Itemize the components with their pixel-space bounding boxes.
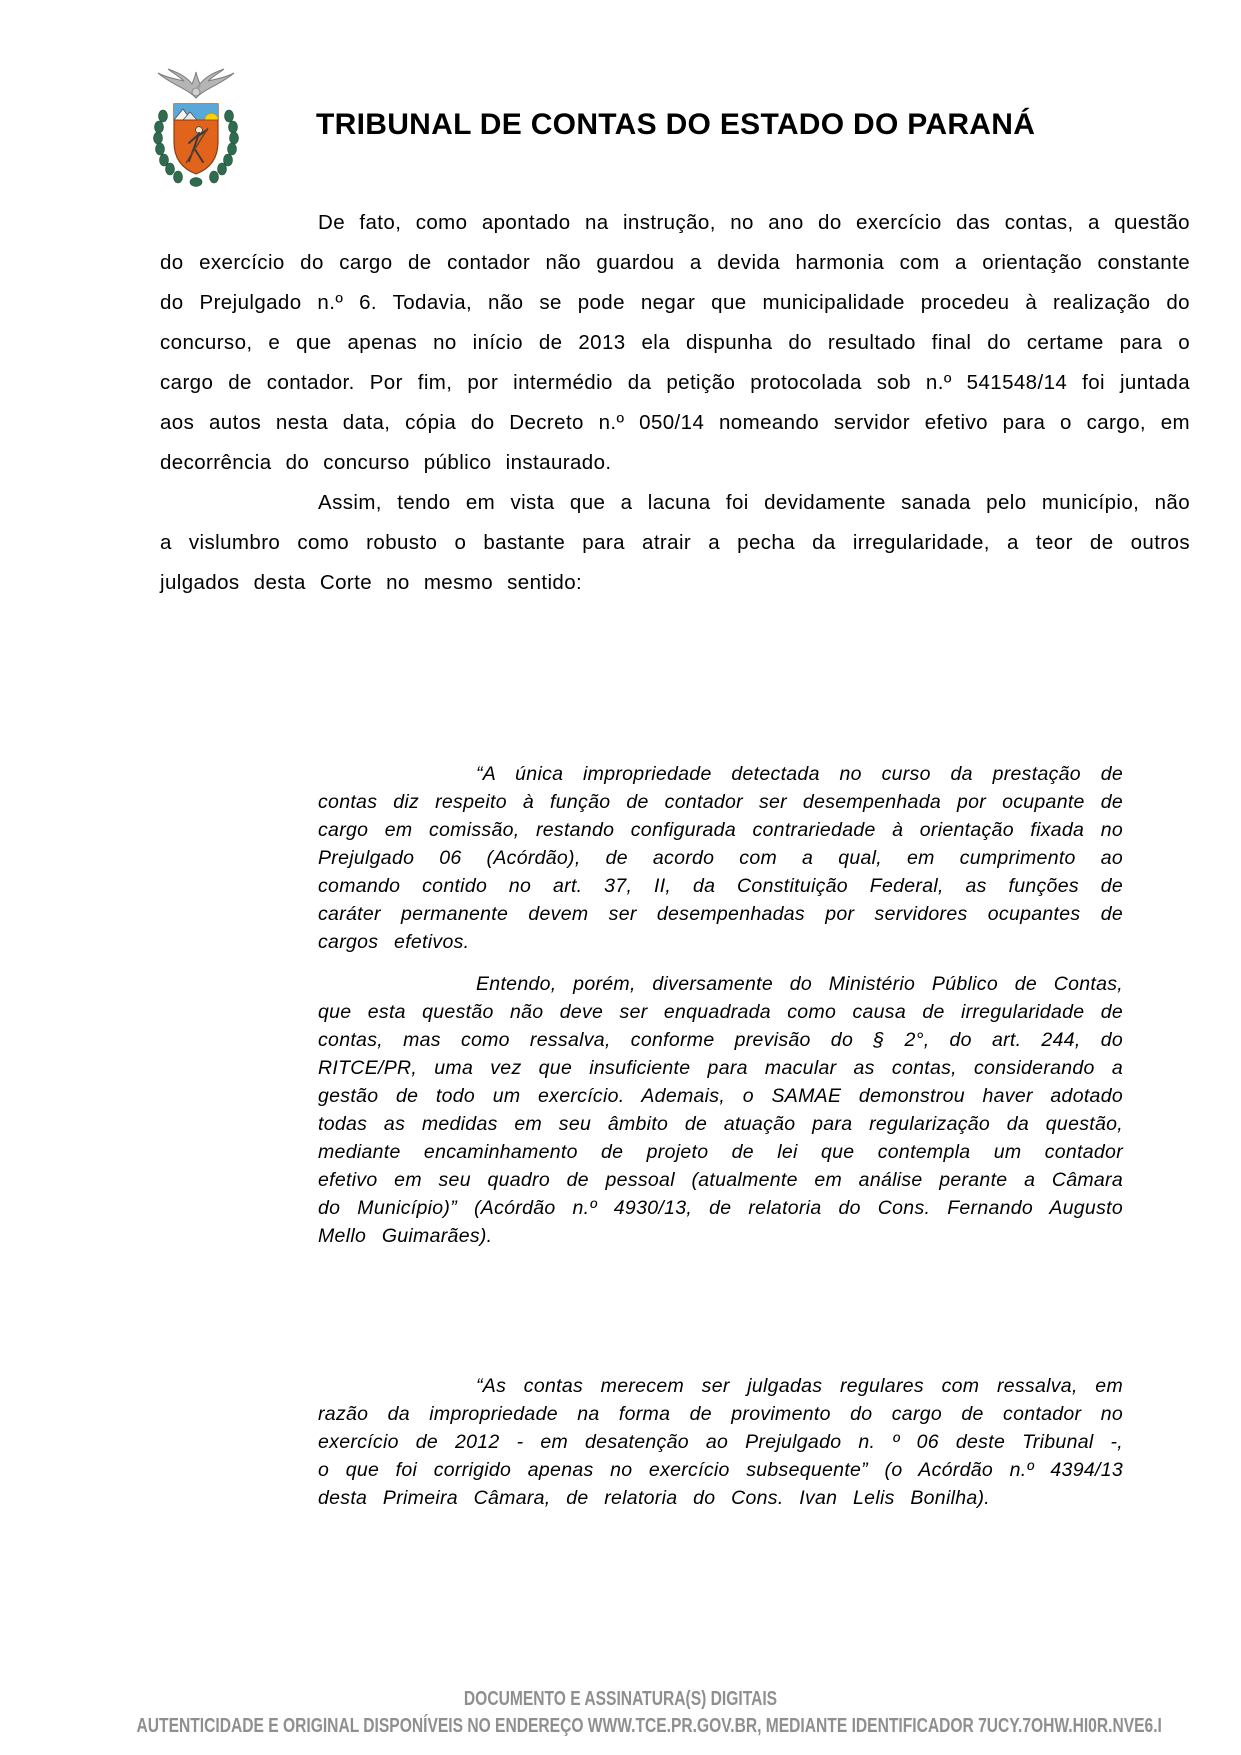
paragraph: De fato, como apontado na instrução, no ano do exercício das contas, a questão do exercício do cargo de contador não guardou a devida harmonia com a orientação constante do Prejulgado n.º 6. Todavia, não se pode negar que municipalidade procedeu à realização do concurso, e que apenas no início de 2013 ela dispunha do resultado final do certame para o cargo de contador. Por fim, por intermédio da petição protocolada sob n.º 541548/14 foi juntada aos autos nesta data, cópia do Decreto n.º 050/14 nomeando servidor efetivo para o cargo, em decorrência do concurso público instaurado. (160, 211, 1190, 474)
quote-paragraph: “A única impropriedade detectada no curso da prestação de contas diz respeito à função de contador ser desempenhada por ocupante de cargo em comissão, restando configurada contrariedade à orientação fixada no Prejulgado 06 (Acórdão), de acordo com a qual, em cumprimento ao comando contido no art. 37, II, da Constituição Federal, as funções de caráter permanente devem ser desempenhadas por servidores ocupantes de cargos efetivos. (318, 763, 1123, 953)
footer-authenticity-note: AUTENTICIDADE E ORIGINAL DISPONÍVEIS NO ENDEREÇO WWW.TCE.PR.GOV.BR, MEDIANTE IDENTIFICADOR 7UCY.7OHW.HI0R.NVE6.I (136, 1715, 1162, 1737)
crest-svg (150, 68, 242, 190)
blockquote-acordao-4930-13 (318, 760, 1123, 1264)
quote-paragraph: Entendo, porém, diversamente do Ministério Público de Contas, que esta questão não deve ser enquadrada como causa de irregularidade de contas, mas como ressalva, conforme previsão do § 2°, do art. 244, do RITCE/PR, uma vez que insuficiente para macular as contas, considerando a gestão de todo um exercício. Ademais, o SAMAE demonstrou haver adotado todas as medidas em seu âmbito de atuação para regularização da questão, mediante encaminhamento de projeto de lei que contempla um contador efetivo em seu quadro de pessoal (atualmente em análise perante a Câmara do Município)” (Acórdão n.º 4930/13, de relatoria do Cons. Fernando Augusto Mello Guimarães). (318, 973, 1123, 1247)
quote-paragraph: “As contas merecem ser julgadas regulares com ressalva, em razão da impropriedade na forma de provimento do cargo de contador no exercício de 2012 - em desatenção ao Prejulgado n. º 06 deste Tribunal -, o que foi corrigido apenas no exercício subsequente” (o Acórdão n.º 4394/13 desta Primeira Câmara, de relatoria do Cons. Ivan Lelis Bonilha). (318, 1375, 1123, 1509)
paragraph: Assim, tendo em vista que a lacuna foi devidamente sanada pelo município, não a vislumbro como robusto o bastante para atrair a pecha da irregularidade, a teor de outros julgados desta Corte no mesmo sentido: (160, 491, 1190, 594)
parana-coat-of-arms-icon (150, 68, 242, 190)
footer-digital-signature-note: DOCUMENTO E ASSINATURA(S) DIGITAIS (463, 1688, 778, 1710)
page-footer (0, 1686, 1241, 1740)
body-text (160, 203, 1190, 603)
blockquote-acordao-4394-13 (318, 1372, 1123, 1526)
institution-title: TRIBUNAL DE CONTAS DO ESTADO DO PARANÁ (316, 108, 1036, 141)
